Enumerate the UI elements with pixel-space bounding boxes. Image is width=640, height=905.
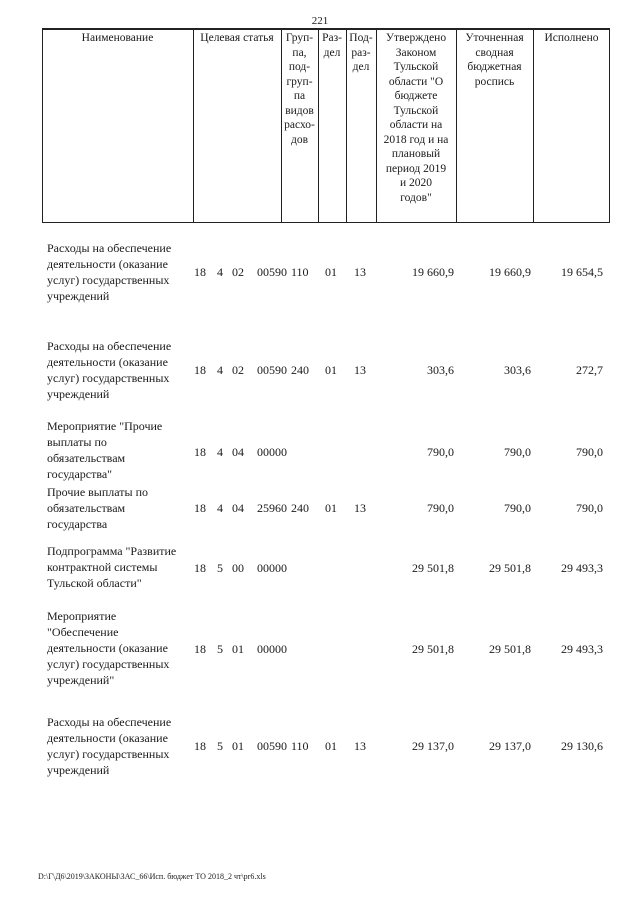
code-program: 18 (194, 642, 206, 656)
cell-approved: 790,0 (427, 445, 454, 459)
code-activity: 01 (232, 739, 244, 753)
code-activity: 01 (232, 642, 244, 656)
cell-section: 01 (325, 739, 337, 753)
col-header-group: Груп- па, под- груп- па видов расхо- дов (284, 32, 315, 146)
col-header-approved: Утверждено Законом Тульской области "О бюджете Тульской области на 2018 год и на плановый период 2019 и 2020 годов" (383, 32, 449, 204)
row-name: Расходы на обеспечение деятельности (оказание услуг) государственных учреждений (47, 241, 172, 303)
cell-subsection: 13 (354, 739, 366, 753)
col-header-section: Раз- дел (322, 32, 342, 59)
cell-executed: 29 493,3 (561, 561, 603, 575)
col-header-target: Целевая статья (200, 32, 274, 44)
cell-executed: 790,0 (576, 501, 603, 515)
cell-section: 01 (325, 501, 337, 515)
col-header-executed: Исполнено (544, 32, 599, 44)
code-activity: 00 (232, 561, 244, 575)
row-name: Прочие выплаты по обязательствам государства (47, 485, 149, 531)
cell-approved: 29 501,8 (412, 561, 454, 575)
code-program: 18 (194, 501, 206, 515)
code-direction: 00590 (257, 739, 287, 753)
code-activity: 04 (232, 445, 244, 459)
row-name: Расходы на обеспечение деятельности (оказание услуг) государственных учреждений (47, 339, 172, 401)
code-program: 18 (194, 561, 206, 575)
row-name: Мероприятие "Обеспечение деятельности (оказание услуг) государственных учреждений" (47, 609, 170, 687)
cell-approved: 19 660,9 (412, 265, 454, 279)
code-program: 18 (194, 265, 206, 279)
code-program: 18 (194, 739, 206, 753)
cell-approved: 29 501,8 (412, 642, 454, 656)
code-activity: 02 (232, 265, 244, 279)
cell-refined: 303,6 (504, 363, 531, 377)
row-name: Мероприятие "Прочие выплаты по обязательствам государства" (47, 419, 163, 481)
cell-group: 240 (291, 501, 309, 515)
code-direction: 00000 (257, 445, 287, 459)
cell-approved: 303,6 (427, 363, 454, 377)
col-header-name: Наименование (81, 32, 154, 44)
code-subprogram: 5 (217, 561, 223, 575)
col-header-subsection: Под- раз- дел (349, 32, 373, 73)
code-subprogram: 5 (217, 642, 223, 656)
file-path-footer: D:\Г\Д6\2019\ЗАКОНЫ\ЗАС_66\Исп. бюджет ТО 2018_2 чт\рr6.xls (38, 872, 266, 881)
cell-refined: 790,0 (504, 501, 531, 515)
header-divider (193, 28, 194, 223)
cell-group: 240 (291, 363, 309, 377)
code-subprogram: 4 (217, 445, 223, 459)
code-direction: 00590 (257, 363, 287, 377)
cell-section: 01 (325, 265, 337, 279)
code-program: 18 (194, 445, 206, 459)
cell-group: 110 (291, 739, 309, 753)
code-subprogram: 4 (217, 501, 223, 515)
cell-subsection: 13 (354, 501, 366, 515)
code-program: 18 (194, 363, 206, 377)
cell-section: 01 (325, 363, 337, 377)
col-header-refined: Уточненная сводная бюджетная роспись (465, 32, 524, 88)
cell-executed: 29 493,3 (561, 642, 603, 656)
cell-subsection: 13 (354, 265, 366, 279)
cell-refined: 29 137,0 (489, 739, 531, 753)
cell-refined: 19 660,9 (489, 265, 531, 279)
cell-refined: 29 501,8 (489, 642, 531, 656)
cell-subsection: 13 (354, 363, 366, 377)
cell-executed: 790,0 (576, 445, 603, 459)
cell-refined: 790,0 (504, 445, 531, 459)
page-number: 221 (311, 15, 329, 27)
code-subprogram: 4 (217, 265, 223, 279)
code-subprogram: 5 (217, 739, 223, 753)
row-name: Подпрограмма "Развитие контрактной системы Тульской области" (47, 544, 177, 590)
cell-group: 110 (291, 265, 309, 279)
cell-approved: 29 137,0 (412, 739, 454, 753)
code-direction: 25960 (257, 501, 287, 515)
cell-executed: 19 654,5 (561, 265, 603, 279)
code-activity: 04 (232, 501, 244, 515)
header-divider (533, 28, 534, 223)
code-subprogram: 4 (217, 363, 223, 377)
code-direction: 00000 (257, 642, 287, 656)
cell-executed: 29 130,6 (561, 739, 603, 753)
cell-approved: 790,0 (427, 501, 454, 515)
code-direction: 00000 (257, 561, 287, 575)
code-direction: 00590 (257, 265, 287, 279)
row-name: Расходы на обеспечение деятельности (оказание услуг) государственных учреждений (47, 715, 172, 777)
header-top-border (43, 29, 609, 30)
cell-executed: 272,7 (576, 363, 603, 377)
cell-refined: 29 501,8 (489, 561, 531, 575)
code-activity: 02 (232, 363, 244, 377)
